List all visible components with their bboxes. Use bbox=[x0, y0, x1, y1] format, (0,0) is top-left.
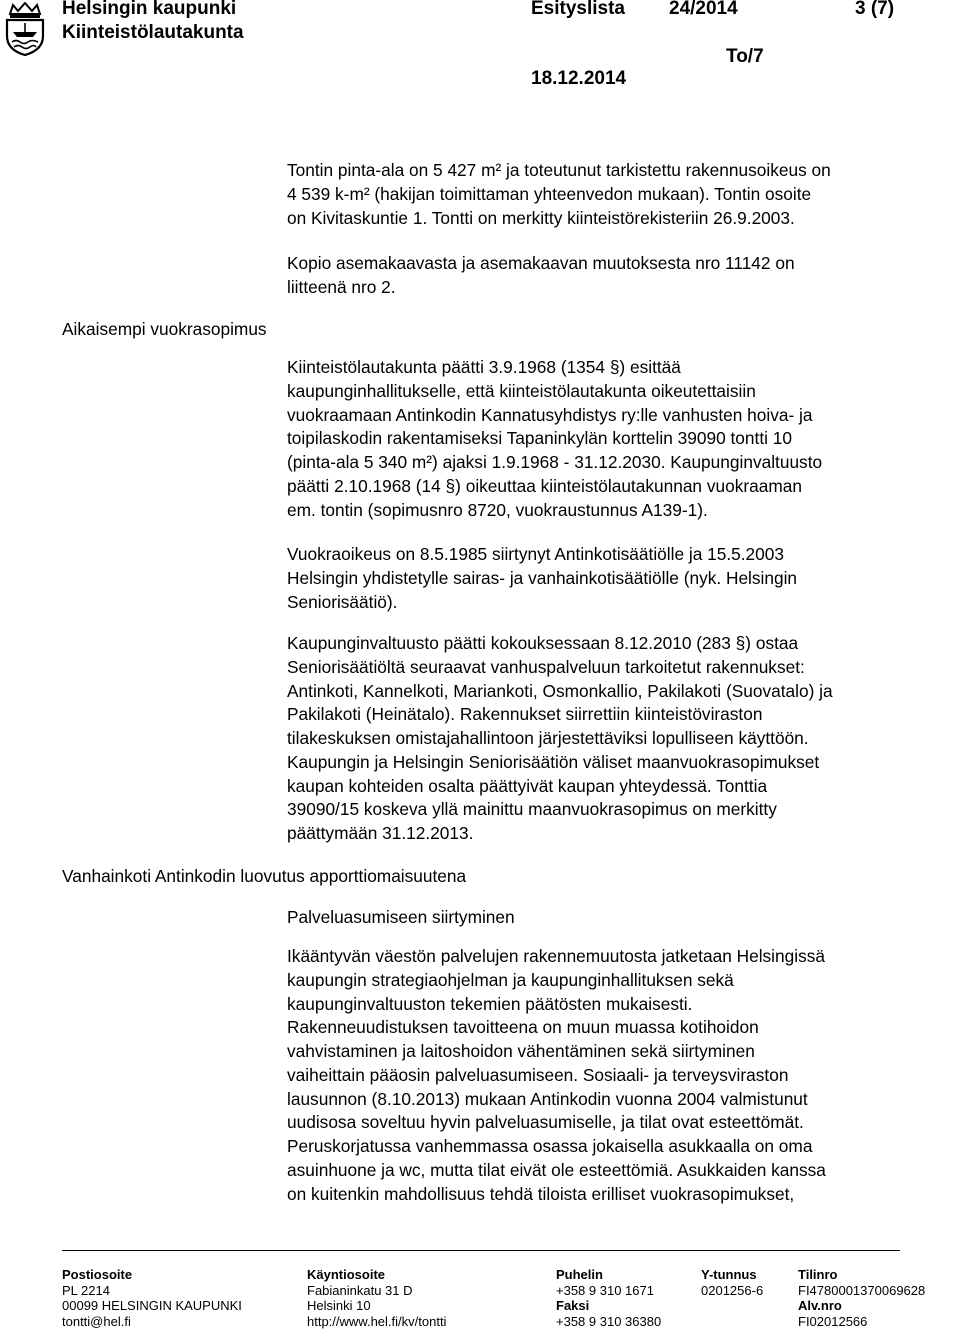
footer-label: Alv.nro bbox=[798, 1298, 842, 1313]
board-name: Kiinteistölautakunta bbox=[62, 22, 244, 43]
text-line: Kaupunginvaltuusto päätti kokouksessaan 8.12.2010 (283 §) ostaa bbox=[287, 633, 799, 653]
paragraph-lease-transfer bbox=[287, 543, 955, 614]
text-line: tilakeskuksen omistajahallintoon järjestettäviksi lopulliseen käyttöön. bbox=[287, 728, 809, 748]
text-line: Ikääntyvän väestön palvelujen rakennemuutosta jatketaan Helsingissä bbox=[287, 946, 825, 966]
footer-value: 00099 HELSINGIN KAUPUNKI bbox=[62, 1298, 242, 1313]
text-line: Helsingin yhdistetylle sairas- ja vanhainkotisäätiölle (nyk. Helsingin bbox=[287, 567, 798, 588]
side-heading-transfer: Vanhainkoti Antinkodin luovutus apporttiomaisuutena bbox=[62, 866, 467, 886]
text-line: Seniorisäätiöltä seuraavat vanhuspalveluun tarkoitetut rakennukset: bbox=[287, 656, 805, 677]
text-line: (pinta-ala 5 340 m²) ajaksi 1.9.1968 - 31.12.2030. Kaupunginvaltuusto bbox=[287, 452, 823, 472]
paragraph-2010-purchase bbox=[287, 632, 955, 846]
text-line: kaupunginhallitukselle, että kiinteistölautakunta oikeutettaisiin bbox=[287, 380, 756, 401]
text-line: Seniorisäätiö). bbox=[287, 591, 398, 612]
text-line: Kaupungin ja Helsingin Seniorisäätiön väliset maanvuokrasopimukset bbox=[287, 751, 820, 772]
side-heading-previous-lease: Aikaisempi vuokrasopimus bbox=[62, 319, 267, 339]
footer-divider bbox=[62, 1250, 900, 1251]
text-line: 39090/15 koskeva yllä mainittu maanvuokrasopimus on merkitty bbox=[287, 799, 777, 820]
text-line: em. tontin (sopimusnro 8720, vuokraustunnus A139-1). bbox=[287, 499, 708, 520]
paragraph-1968-decision bbox=[287, 356, 955, 522]
text-line: päättymään 31.12.2013. bbox=[287, 823, 474, 843]
footer-value: FI02012566 bbox=[798, 1313, 868, 1329]
text-line: Pakilakoti (Heinätalo). Rakennukset siirrettiin kiinteistöviraston bbox=[287, 704, 763, 725]
page-number: 3 (7) bbox=[855, 0, 895, 19]
text-line: on Kivitaskuntie 1. Tontti on merkitty kiinteistörekisteriin 26.9.2003. bbox=[287, 207, 795, 228]
text-line: päätti 2.10.1968 (14 §) oikeuttaa kiinteistölautakunnan vuokraaman bbox=[287, 475, 802, 496]
subheading-assisted-living bbox=[287, 906, 955, 930]
text-line: kaupan kohteiden osalta päättyivät kaupan yhteydessä. Tonttia bbox=[287, 775, 768, 796]
agenda-item: To/7 bbox=[726, 46, 764, 67]
footer-postal-address bbox=[62, 1267, 242, 1329]
footer-email: tontti@hel.fi bbox=[62, 1313, 131, 1329]
footer-label: Faksi bbox=[556, 1298, 590, 1313]
footer-account bbox=[798, 1267, 925, 1329]
text-line: Palveluasumiseen siirtyminen bbox=[287, 907, 515, 927]
footer-label: Käyntiosoite bbox=[307, 1267, 386, 1282]
footer-phone bbox=[556, 1267, 661, 1329]
meeting-date: 18.12.2014 bbox=[531, 68, 627, 89]
footer-value: PL 2214 bbox=[62, 1282, 110, 1298]
text-line: Antinkoti, Kannelkoti, Mariankoti, Osmonkallio, Pakilakoti (Suovatalo) ja bbox=[287, 680, 833, 701]
text-line: Peruskorjatussa vanhemmassa osassa jokaisella asukkaalla on oma bbox=[287, 1136, 813, 1156]
footer-value: FI4780001370069628 bbox=[798, 1282, 926, 1298]
city-name: Helsingin kaupunki bbox=[62, 0, 237, 19]
footer-value: +358 9 310 36380 bbox=[556, 1313, 662, 1329]
text-line: Rakenneuudistuksen tavoitteena on muun muassa kotihoidon bbox=[287, 1017, 759, 1038]
text-line: lausunnon (8.10.2013) mukaan Antinkodin vuonna 2004 valmistunut bbox=[287, 1088, 808, 1109]
paragraph-zoning-copy bbox=[287, 252, 955, 300]
footer-business-id bbox=[701, 1267, 763, 1298]
text-line: kaupungin strategiaohjelman ja kaupunginhallituksen sekä bbox=[287, 969, 734, 990]
text-line: liitteenä nro 2. bbox=[287, 276, 396, 297]
footer-label: Puhelin bbox=[556, 1267, 603, 1282]
footer-label: Postiosoite bbox=[62, 1267, 133, 1282]
document-type: Esityslista bbox=[531, 0, 625, 19]
footer-visiting-address bbox=[307, 1267, 446, 1329]
text-line: Tontin pinta-ala on 5 427 m² ja toteutunut tarkistettu rakennusoikeus on bbox=[287, 160, 831, 180]
footer-value: Fabianinkatu 31 D bbox=[307, 1282, 413, 1298]
text-line: Kopio asemakaavasta ja asemakaavan muutoksesta nro 11142 on bbox=[287, 253, 795, 273]
footer-website: http://www.hel.fi/kv/tontti bbox=[307, 1313, 447, 1329]
text-line: on kuitenkin mahdollisuus tehdä tiloista erilliset vuokrasopimukset, bbox=[287, 1183, 795, 1204]
text-line: vaiheittain pääosin palveluasumiseen. Sosiaali- ja terveysviraston bbox=[287, 1064, 789, 1085]
text-line: 4 539 k-m² (hakijan toimittaman yhteenvedon mukaan). Tontin osoite bbox=[287, 183, 812, 204]
text-line: Vuokraoikeus on 8.5.1985 siirtynyt Antinkotisäätiölle ja 15.5.2003 bbox=[287, 544, 784, 564]
footer-label: Y-tunnus bbox=[701, 1267, 757, 1282]
text-line: vuokraamaan Antinkodin Kannatusyhdistys ry:lle vanhusten hoiva- ja bbox=[287, 404, 813, 425]
paragraph-restructuring bbox=[287, 945, 955, 1206]
helsinki-crest-icon bbox=[2, 2, 48, 56]
text-line: vahvistaminen ja laitoshoidon vähentäminen sekä siirtyminen bbox=[287, 1041, 755, 1061]
footer-value: +358 9 310 1671 bbox=[556, 1282, 654, 1298]
footer-value: 0201256-6 bbox=[701, 1282, 764, 1298]
paragraph-plot-details bbox=[287, 159, 955, 230]
footer-label: Tilinro bbox=[798, 1267, 838, 1282]
text-line: toipilaskodin rakentamiseksi Tapaninkylän korttelin 39090 tontti 10 bbox=[287, 428, 792, 449]
text-line: asuinhuone ja wc, mutta tilat eivät ole esteettömiä. Asukkaiden kanssa bbox=[287, 1159, 826, 1180]
text-line: kaupunginvaltuuston tekemien päätösten mukaisesti. bbox=[287, 993, 693, 1014]
text-line: uudisosa soveltuu hyvin palveluasumiselle, ja tilat ovat esteettömät. bbox=[287, 1112, 804, 1133]
document-number: 24/2014 bbox=[669, 0, 738, 19]
text-line: Kiinteistölautakunta päätti 3.9.1968 (1354 §) esittää bbox=[287, 357, 681, 377]
footer-value: Helsinki 10 bbox=[307, 1298, 371, 1313]
